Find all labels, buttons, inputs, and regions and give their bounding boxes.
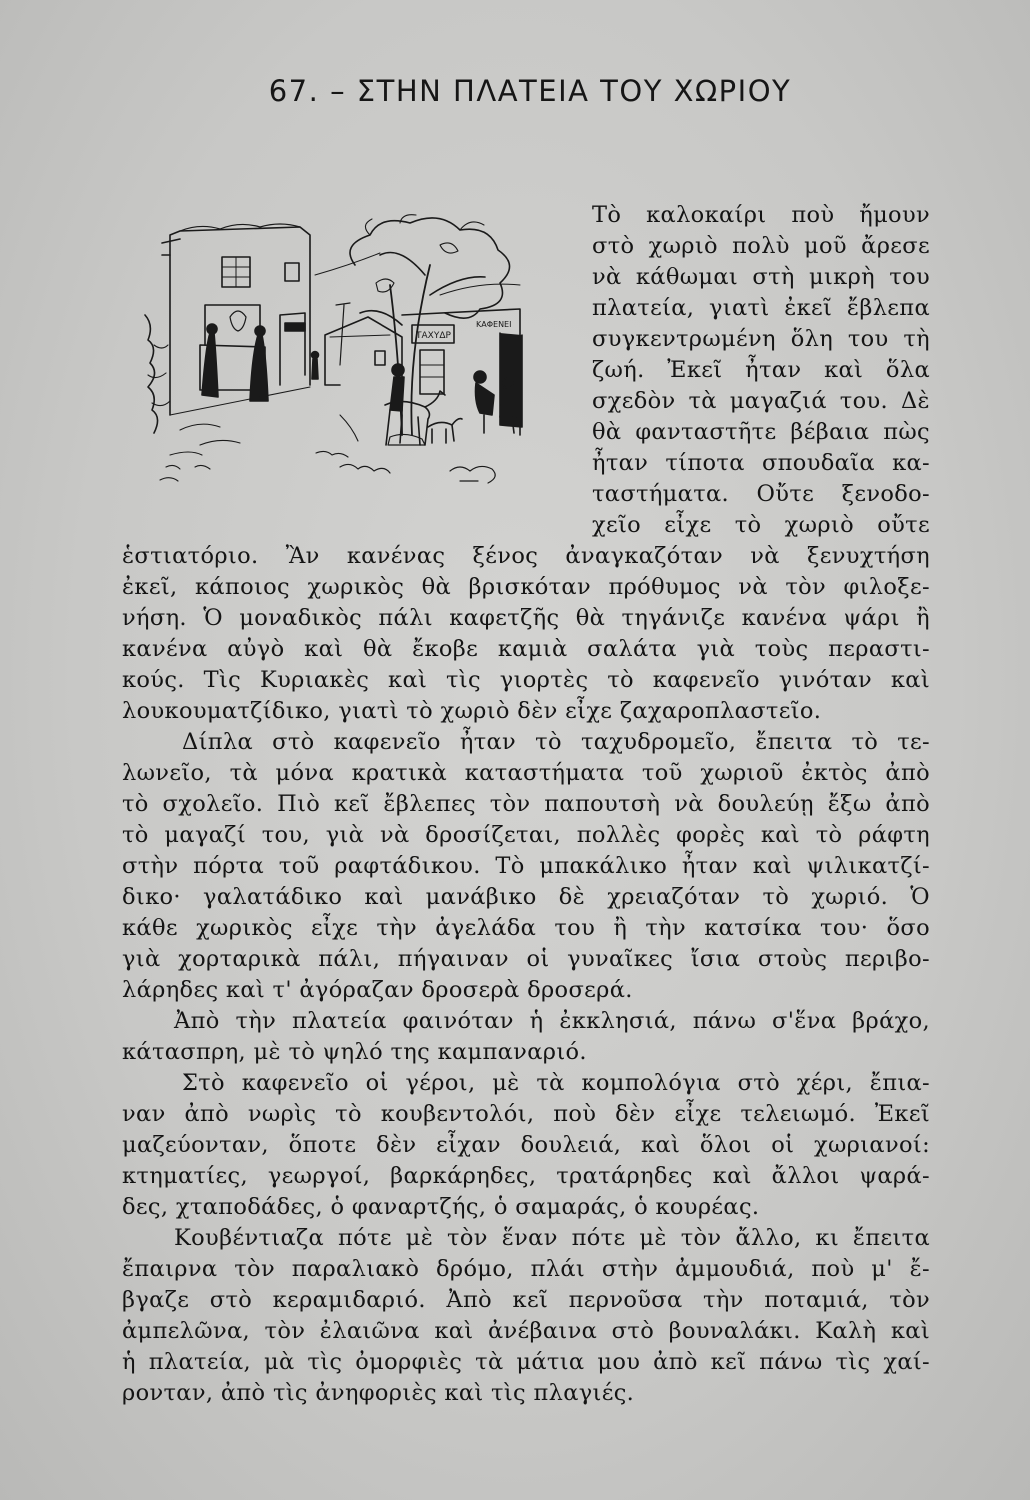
text-line: ρονταν, ἀπὸ τὶς ἀνηφοριὲς καὶ τὶς πλαγιές. [122, 1380, 635, 1406]
text-line: δικο· γαλατάδικο καὶ μανάβικο δὲ χρειαζόταν τὸ χωριό. Ὁ [122, 884, 930, 910]
text-line: γιὰ χορταρικὰ πάλι, πήγαιναν οἱ γυναῖκες ἴσια στοὺς περιβο- [122, 946, 930, 972]
text-line: Ἀπὸ τὴν πλατεία φαινόταν ἡ ἐκκλησιά, πάνω σ'ἕνα βράχο, [174, 1008, 930, 1034]
text-line: ταστήματα. Οὔτε ξενοδο- [592, 481, 930, 507]
cafe-sign: ΚΑΦΕΝΕΙ [476, 320, 512, 329]
text-line: στὸ χωριὸ πολὺ μοῦ ἄρεσε [592, 233, 930, 259]
text-line: Στὸ καφενεῖο οἱ γέροι, μὲ τὰ κομπολόγια στὸ χέρι, ἔπια- [182, 1070, 930, 1096]
text-line: ἑστιατόριο. Ἂν κανένας ξένος ἀναγκαζόταν νὰ ξενυχτήση [122, 543, 930, 569]
text-line: νήση. Ὁ μοναδικὸς πάλι καφετζῆς θὰ τηγάνιζε κανένα ψάρι ἢ [122, 605, 930, 631]
text-line: χεῖο εἶχε τὸ χωριὸ οὔτε [592, 512, 930, 538]
text-line: ζωή. Ἐκεῖ ἦταν καὶ ὅλα [592, 357, 930, 383]
text-line: δες, χταποδάδες, ὁ φαναρτζής, ὁ σαμαράς, ὁ κουρέας. [122, 1194, 760, 1220]
text-line: βγαζε στὸ κεραμιδαριό. Ἀπὸ κεῖ περνοῦσα τὴν ποταμιά, τὸν [122, 1287, 930, 1313]
text-line: στὴν πόρτα τοῦ ραφτάδικου. Τὸ μπακάλικο ἦταν καὶ ψιλικατζί- [122, 853, 930, 879]
text-line: κτηματίες, γεωργοί, βαρκάρηδες, τρατάρηδες καὶ ἄλλοι ψαρά- [122, 1163, 930, 1189]
text-line: θὰ φανταστῆτε βέβαια πὼς [592, 419, 930, 445]
text-line: Τὸ καλοκαίρι ποὺ ἤμουν [592, 202, 930, 228]
text-line: Δίπλα στὸ καφενεῖο ἦταν τὸ ταχυδρομεῖο, ἔπειτα τὸ τε- [182, 729, 930, 755]
text-line: τὸ μαγαζί του, γιὰ νὰ δροσίζεται, πολλὲς φορὲς καὶ τὸ ράφτη [122, 822, 930, 848]
text-line: λάρηδες καὶ τ' ἀγόραζαν δροσερὰ δροσερά. [122, 977, 633, 1003]
text-line: σχεδὸν τὰ μαγαζιά του. Δὲ [592, 388, 930, 414]
text-line: Κουβέντιαζα πότε μὲ τὸν ἕναν πότε μὲ τὸν ἄλλο, κι ἔπειτα [174, 1225, 930, 1251]
text-line: συγκεντρωμένη ὅλη του τὴ [592, 326, 930, 352]
text-line: πλατεία, γιατὶ ἐκεῖ ἔβλεπα [592, 295, 930, 321]
page-title: 67. – ΣΤΗΝ ΠΛΑΤΕΙΑ ΤΟΥ ΧΩΡΙΟΥ [268, 74, 792, 108]
text-line: ἐκεῖ, κάποιος χωρικὸς θὰ βρισκόταν πρόθυμος νὰ τὸν φιλοξε- [122, 574, 930, 600]
text-line: ἔπαιρνα τὸν παραλιακὸ δρόμο, πλάι στὴν ἀμμουδιά, ποὺ μ' ἔ- [122, 1256, 930, 1282]
text-line: νὰ κάθωμαι στὴ μικρὴ του [592, 264, 930, 290]
text-line: ἀμπελῶνα, τὸν ἐλαιῶνα καὶ ἀνέβαινα στὸ βουναλάκι. Καλὴ καὶ [122, 1318, 930, 1344]
text-line: ναν ἀπὸ νωρὶς τὸ κουβεντολόι, ποὺ δὲν εἶχε τελειωμό. Ἐκεῖ [122, 1101, 930, 1127]
text-line: κάθε χωρικὸς εἶχε τὴν ἀγελάδα του ἢ τὴν κατσίκα του· ὅσο [122, 915, 930, 941]
text-line: τὸ σχολεῖο. Πιὸ κεῖ ἔβλεπες τὸν παπουτσὴ νὰ δουλεύῃ ἔξω ἀπὸ [122, 791, 930, 817]
post-office-sign: ΤΑΧΥΔΡ [416, 331, 451, 341]
text-line: ἡ πλατεία, μὰ τὶς ὀμορφιὲς τὰ μάτια μου ἀπὸ κεῖ πάνω τὶς χαί- [122, 1349, 930, 1375]
text-line: λουκουματζίδικο, γιατὶ τὸ χωριὸ δὲν εἶχε ζαχαροπλαστεῖο. [122, 698, 822, 724]
text-line: λωνεῖο, τὰ μόνα κρατικὰ καταστήματα τοῦ χωριοῦ ἐκτὸς ἀπὸ [122, 760, 930, 786]
text-line: κάτασπρη, μὲ τὸ ψηλό της καμπαναριό. [122, 1039, 587, 1065]
text-line: κούς. Τὶς Κυριακὲς καὶ τὶς γιορτὲς τὸ καφενεῖο γινόταν καὶ [122, 667, 930, 693]
village-square-illustration [140, 205, 580, 500]
text-line: κανένα αὐγὸ καὶ θὰ ἔκοβε καμιὰ σαλάτα γιὰ τοὺς περαστι- [122, 636, 930, 662]
text-line: μαζεύονταν, ὅποτε δὲν εἶχαν δουλειά, καὶ ὅλοι οἱ χωριανοί: [122, 1132, 930, 1158]
text-line: ἦταν τίποτα σπουδαῖα κα- [592, 450, 930, 476]
